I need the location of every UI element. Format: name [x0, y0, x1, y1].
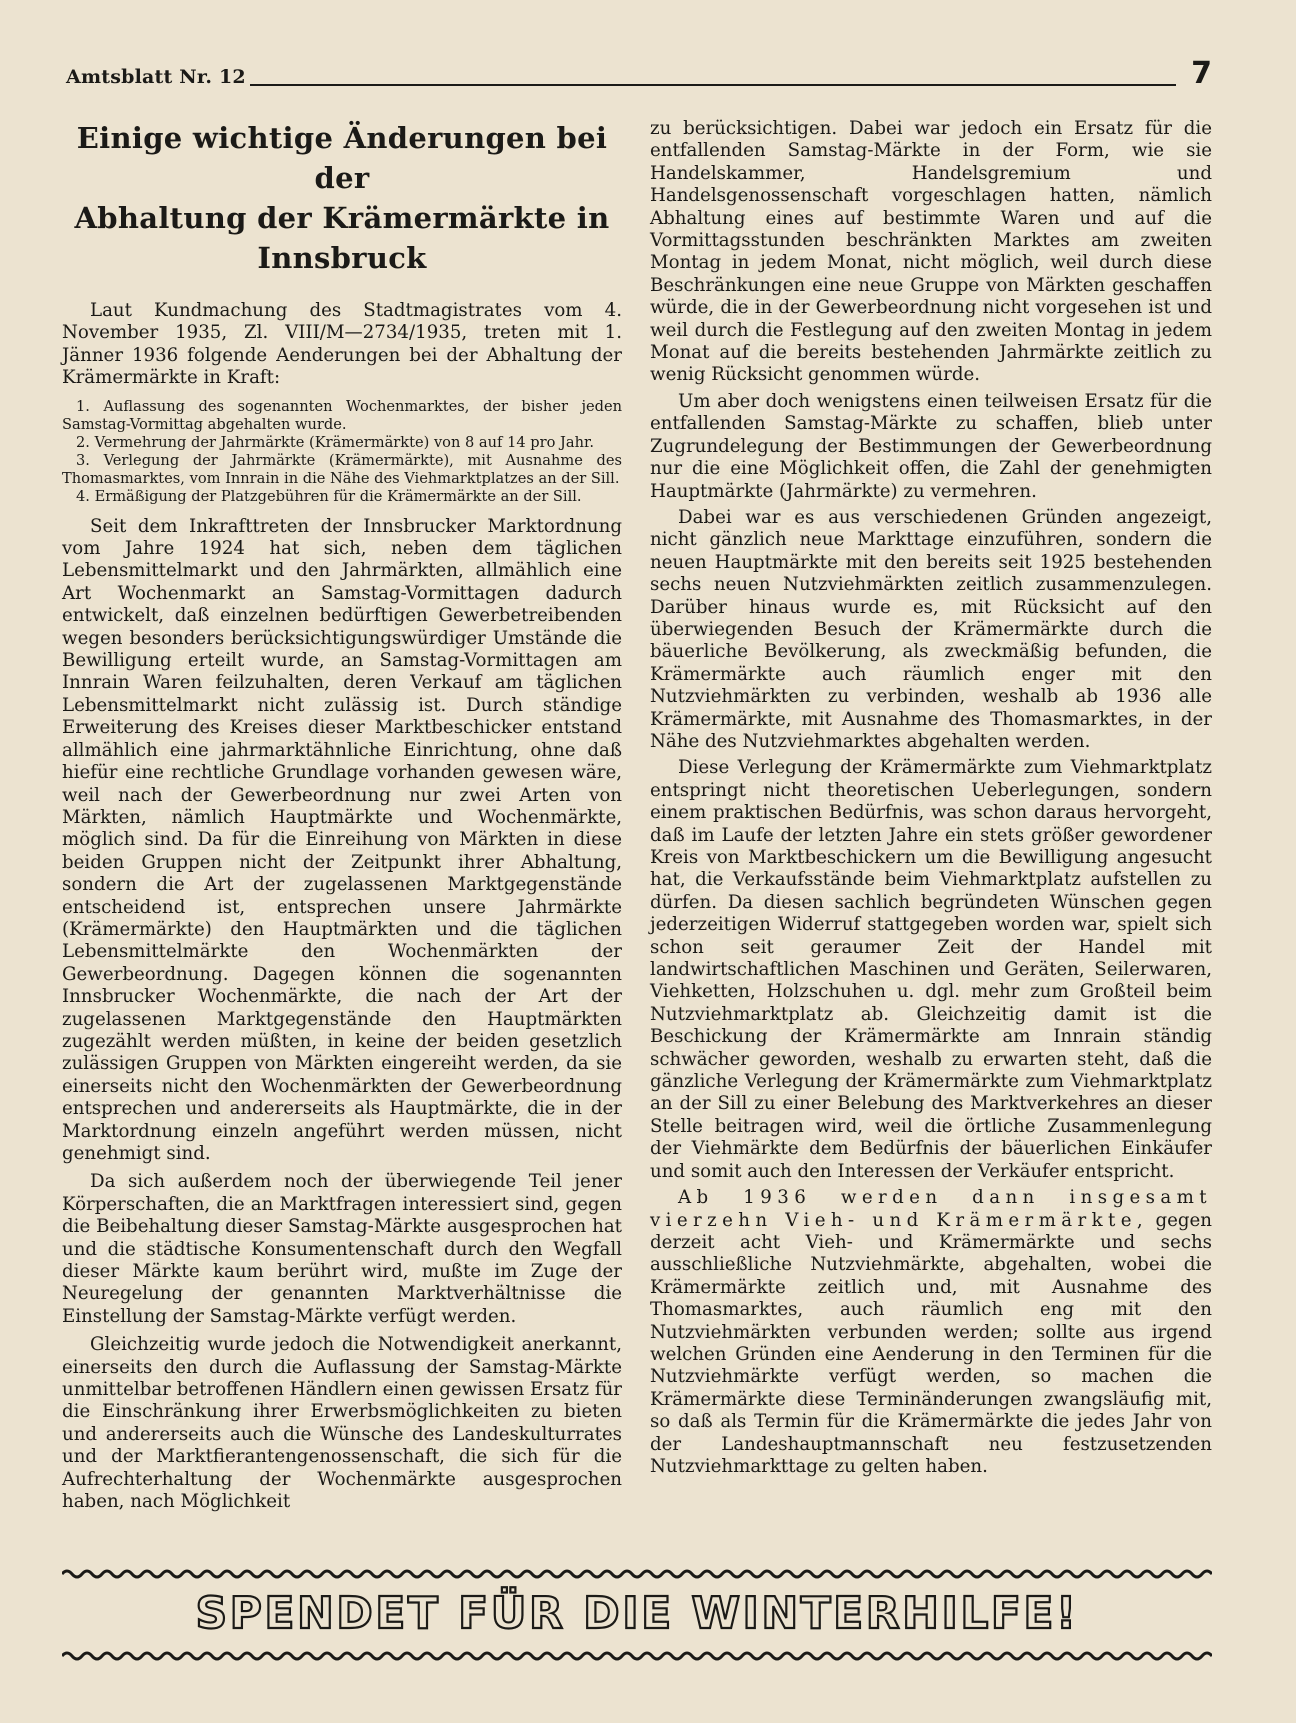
- right-column: [650, 118, 1212, 1482]
- body-paragraph: Um aber doch wenigstens einen teilweisen Ersatz für die entfallenden Samstag-Märkte zu schaffen, blieb unter Zugrundelegung der Bestimmungen der Gewerbeordnung nur die eine Möglichkeit offen, die Zahl der genehmigten Hauptmärkte (Jahrmärkte) zu vermehren.: [650, 390, 1212, 502]
- body-paragraph: Dabei war es aus verschiedenen Gründen angezeigt, nicht gänzlich neue Markttage einzuführen, sondern die neuen Hauptmärkte mit den bereits seit 1925 bestehenden sechs neuen Nutzviehmärkten zeitlich zusammenzulegen. Darüber hinaus wurde es, mit Rücksicht auf den überwiegenden Besuch der Krämermärkte durch die bäuerliche Bevölkerung, als zweckmäßig befunden, die Krämermärkte auch räumlich enger mit den Nutzviehmärkten zu verbinden, weshalb ab 1936 alle Krämermärkte, mit Ausnahme des Thomasmarktes, in der Nähe des Nutzviehmarktes abgehalten werden.: [650, 506, 1212, 752]
- banner-slogan: SPENDET FÜR DIE WINTERHILFE!: [195, 1588, 1079, 1639]
- masthead: Amtsblatt Nr. 12: [66, 66, 250, 88]
- spaced-emphasis: Ab 1936 werden dann insgesamt vierzehn Vieh- und Krämermärkte,: [650, 1187, 1212, 1231]
- left-column: [62, 118, 622, 1520]
- list-item: 4. Ermäßigung der Platzgebühren für die Krämermärkte an der Sill.: [76, 487, 582, 505]
- list-item: 2. Vermehrung der Jahrmärkte (Krämermärkte) von 8 auf 14 pro Jahr.: [76, 433, 594, 451]
- change-list: [62, 398, 622, 506]
- body-paragraph: Seit dem Inkrafttreten der Innsbrucker Marktordnung vom Jahre 1924 hat sich, neben dem täglichen Lebensmittelmarkt und den Jahrmärkten, allmählich eine Art Wochenmarkt an Samstag-Vormittagen dadurch entwickelt, daß einzelnen bedürftigen Gewerbetreibenden wegen besonders berücksichtigungswürdiger Umstände die Bewilligung erteilt wurde, an Samstag-Vormittagen am Innrain Waren feilzuhalten, deren Verkauf am täglichen Lebensmittelmarkt nicht zulässig ist. Durch ständige Erweiterung des Kreises dieser Marktbeschicker entstand allmählich eine jahrmarktähnliche Einrichtung, ohne daß hiefür eine rechtliche Grundlage vorhanden gewesen wäre, weil nach der Gewerbeordnung nur zwei Arten von Märkten, nämlich Hauptmärkte und Wochenmärkte, möglich sind. Da für die Einreihung von Märkten in diese beiden Gruppen nicht der Zeitpunkt ihrer Abhaltung, sondern die Art der zugelassenen Marktgegenstände entscheidend ist, entsprechen unsere Jahrmärkte (Krämermärkte) den Hauptmärkten und die täglichen Lebensmittelmärkte den Wochenmärkten der Gewerbeordnung. Dagegen können die sogenannten Innsbrucker Wochenmärkte, die nach der Art der zugelassenen Marktgegenstände den Hauptmärkten zugezählt werden müßten, in keine der beiden gesetzlich zulässigen Gruppen von Märkten eingereiht werden, da sie einerseits nicht den Wochenmärkten der Gewerbeordnung entsprechen und andererseits als Hauptmärkte, die in der Marktordnung einzeln angeführt werden müssen, nicht genehmigt sind.: [62, 515, 622, 1164]
- wavy-rule-bottom: [62, 1650, 1212, 1662]
- article-title: [62, 118, 622, 278]
- header-rule: [226, 84, 1176, 86]
- body-paragraph: Gleichzeitig wurde jedoch die Notwendigkeit anerkannt, einerseits den durch die Auflassung der Samstag-Märkte unmittelbar betroffenen Händlern einen gewissen Ersatz für die Einschränkung ihrer Erwerbsmöglichkeiten zu bieten und andererseits auch die Wünsche des Landeskulturrates und der Marktfierantengenossenschaft, die sich für die Aufrechterhaltung der Wochenmärkte ausgesprochen haben, nach Möglichkeit: [62, 1334, 622, 1513]
- wavy-rule-top: [62, 1568, 1212, 1580]
- list-item: 1. Auflassung des sogenannten Wochenmarktes, der bisher jeden Samstag-Vormittag abgehalten wurde.: [62, 397, 622, 433]
- list-item: 3. Verlegung der Jahrmärkte (Krämermärkte), mit Ausnahme des Thomasmarktes, vom Innrain in die Nähe des Viehmarktplatzes an der Sill.: [62, 451, 622, 487]
- winterhilfe-banner: [62, 1568, 1212, 1678]
- final-paragraph: [650, 1187, 1212, 1478]
- intro-paragraph: Laut Kundmachung des Stadtmagistrates vom 4. November 1935, Zl. VIII/M—2734/1935, treten mit 1. Jänner 1936 folgende Aenderungen bei der Abhaltung der Krämermärkte in Kraft:: [62, 300, 622, 389]
- page-number: 7: [1191, 56, 1212, 91]
- final-text: gegen derzeit acht Vieh- und Krämermärkte und sechs ausschließliche Nutzviehmärkte, abgehalten, wobei die Krämermärkte zeitlich und, mit Ausnahme des Thomasmarktes, auch räumlich eng mit den Nutzviehmärkten verbunden werden; sollte aus irgend welchen Gründen eine Aenderung in den Terminen für die Nutzviehmärkte verfügt werden, so machen die Krämermärkte diese Terminänderungen zwangsläufig mit, so daß als Termin für die Krämermärkte die jedes Jahr von der Landeshauptmannschaft neu festzusetzenden Nutzviehmarkttage zu gelten haben.: [650, 1209, 1213, 1477]
- body-paragraph: Diese Verlegung der Krämermärkte zum Viehmarktplatz entspringt nicht theoretischen Ueberlegungen, sondern einem praktischen Bedürfnis, was schon daraus hervorgeht, daß im Laufe der letzten Jahre ein stets größer gewordener Kreis von Marktbeschickern um die Bewilligung angesucht hat, die Verkaufsstände beim Viehmarktplatz aufstellen zu dürfen. Da diesen sachlich begründeten Wünschen gegen jederzeitigen Widerruf stattgegeben worden war, spielt sich schon seit geraumer Zeit der Handel mit landwirtschaftlichen Maschinen und Geräten, Seilerwaren, Viehketten, Holzschuhen u. dgl. mehr zum Großteil beim Nutzviehmarktplatz ab. Gleichzeitig damit ist die Beschickung der Krämermärkte am Innrain ständig schwächer geworden, weshalb zu erwarten steht, daß die gänzliche Verlegung der Krämermärkte zum Viehmarktplatz an der Sill zu einer Belebung des Marktverkehres an dieser Stelle beitragen wird, weil die örtliche Zusammenlegung der Viehmärkte dem Bedürfnis der bäuerlichen Einkäufer und somit auch den Interessen der Verkäufer entspricht.: [650, 757, 1212, 1182]
- title-line-1: Einige wichtige Änderungen bei der: [76, 121, 608, 195]
- page-header: [66, 56, 1212, 94]
- title-line-2: Abhaltung der Krämermärkte in Innsbruck: [74, 201, 610, 275]
- body-paragraph: Da sich außerdem noch der überwiegende Teil jener Körperschaften, die an Marktfragen interessiert sind, gegen die Beibehaltung dieser Samstag-Märkte ausgesprochen hat und die städtische Konsumentenschaft durch den Wegfall dieser Märkte kaum berührt wird, mußte im Zuge der Neuregelung der genannten Marktverhältnisse die Einstellung der Samstag-Märkte verfügt werden.: [62, 1171, 622, 1327]
- body-paragraph: zu berücksichtigen. Dabei war jedoch ein Ersatz für die entfallenden Samstag-Märkte in der Form, wie sie Handelskammer, Handelsgremium und Handelsgenossenschaft vorgeschlagen hatten, nämlich Abhaltung eines auf bestimmte Waren und auf die Vormittagsstunden beschränkten Marktes am zweiten Montag in jedem Monat, nicht möglich, weil durch diese Beschränkungen eine neue Gruppe von Märkten geschaffen würde, die in der Gewerbeordnung nicht vorgesehen ist und weil durch die Festlegung auf den zweiten Montag in jedem Monat auf die bereits bestehenden Jahrmärkte zeitlich zu wenig Rücksicht genommen würde.: [650, 118, 1212, 386]
